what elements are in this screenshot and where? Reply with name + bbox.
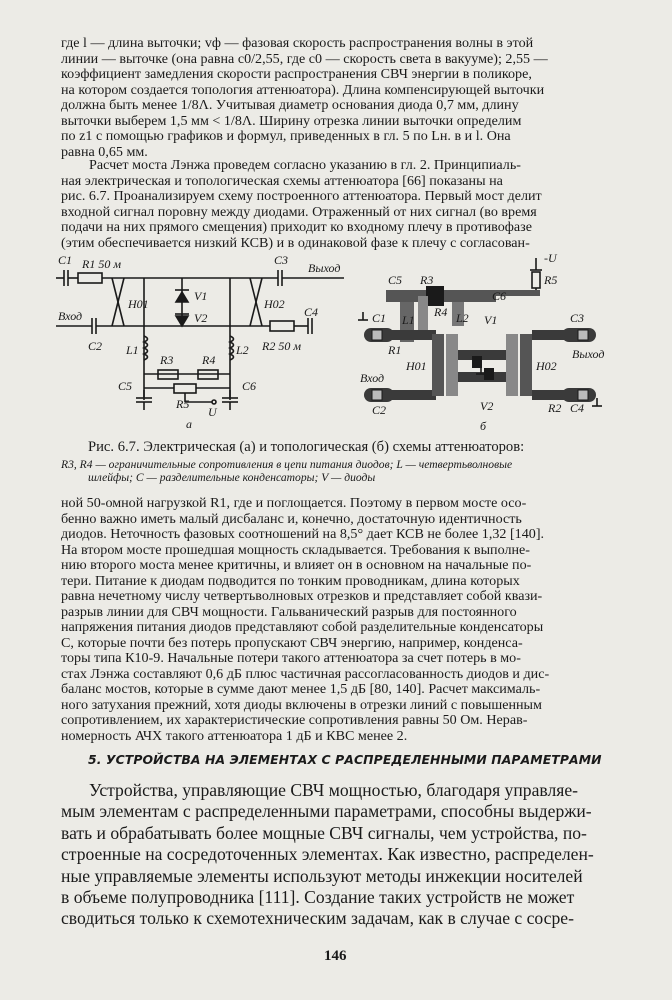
label-c6: C6 <box>242 379 257 393</box>
text-line: номерность АЧХ такого аттенюатора 1 дБ и КВС менее 2. <box>61 728 408 744</box>
label-r1: R1 50 м <box>82 257 121 271</box>
label-u-topo: -U <box>544 251 557 265</box>
label-c4: C4 <box>304 305 319 319</box>
label-r5-topo: R5 <box>544 273 558 287</box>
text-line: (этим обеспечивается низкий КСВ) и в одинаковой фазе к плечу с согласован- <box>61 235 530 251</box>
label-l1-topo: L1 <box>402 313 415 327</box>
label-c1-topo: C1 <box>372 311 387 325</box>
text-line: входной сигнал поровну между диодами. Отраженный от них сигнал (во время <box>61 204 537 220</box>
section-heading: 5. УСТРОЙСТВА НА ЭЛЕМЕНТАХ С РАСПРЕДЕЛЕННЫМИ ПАРАМЕТРАМИ <box>88 752 602 767</box>
label-r3: R3 <box>160 353 174 367</box>
text-line: нию второго моста менее критичны, и влияет он в основном на начальные по- <box>61 558 532 573</box>
label-h02-topo: H02 <box>536 359 557 373</box>
label-c5: C5 <box>118 379 133 393</box>
label-c5-topo: C5 <box>388 273 403 287</box>
text-line: ная электрическая и топологическая схемы аттенюатора [66] показаны на <box>61 173 503 189</box>
label-u: U <box>208 405 217 419</box>
paragraph-4 <box>61 780 618 930</box>
figure-schematic-a <box>52 250 352 438</box>
text-line: торы типа К10-9. Начальные потери такого аттенюатора за счет потерь в мо- <box>61 651 521 666</box>
label-c4-topo: C4 <box>570 401 585 415</box>
text-line: Устройства, управляющие СВЧ мощностью, благодаря управляе- <box>89 780 578 800</box>
subfigure-label-b: б <box>480 419 487 433</box>
text-line: по z1 с помощью графиков и формул, приведенных в гл. 5 по Lн. в и l. Она <box>61 129 511 144</box>
page-number: 146 <box>324 948 347 964</box>
label-r4-topo: R4 <box>434 305 448 319</box>
label-h01: H01 <box>128 297 149 311</box>
text-line: равна 0,65 мм. <box>61 144 148 160</box>
text-line: C, которые почти без потерь пропускают СВЧ энергию, например, конденса- <box>61 635 523 651</box>
label-c1: C1 <box>58 253 73 267</box>
figure-topology-b <box>352 250 620 438</box>
text-line: выточки выберем 1,5 мм < 1/8Λ. Ширину отрезка линии выточки определим <box>61 113 522 129</box>
text-line: ного затухания прежний, хотя диоды включены в отрезки линий с повышенным <box>61 697 542 713</box>
paragraph-3 <box>61 496 618 744</box>
label-c3-topo: C3 <box>570 311 585 325</box>
text-line: стах Лэнжа составляют 0,6 дБ плюс частичная рассогласованность диодов и дис- <box>61 666 550 682</box>
text-line: бенно важно иметь малый дисбаланс и, конечно, достаточную идентичность <box>61 511 522 527</box>
text-line: баланс мостов, которые в сумме дают менее 1,5 дБ [80, 140]. Расчет максималь- <box>61 682 541 697</box>
text-line: сводиться только к схемотехническим задачам, как в случае с сосре- <box>61 908 574 929</box>
paragraph-1 <box>61 36 618 160</box>
text-line: в объеме полупроводника [111]. Создание таких устройств не может <box>61 887 575 908</box>
text-line: рис. 6.7. Проанализируем схему построенного аттенюатора. Первый мост делит <box>61 189 542 204</box>
label-in-topo: Вход <box>360 371 385 385</box>
text-line: строенные на сосредоточенных элементах. Как известно, распределен- <box>61 844 594 865</box>
label-v2: V2 <box>194 311 208 325</box>
label-c3: C3 <box>274 253 289 267</box>
text-line: вать и обрабатывать более мощные СВЧ сигналы, чем устройства, по- <box>61 822 587 843</box>
label-r4: R4 <box>202 353 216 367</box>
label-h02: H02 <box>264 297 285 311</box>
subfigure-label-a: а <box>186 417 192 431</box>
label-c6-topo: C6 <box>492 289 507 303</box>
label-c2-topo: C2 <box>372 403 387 417</box>
label-out: Выход <box>308 261 341 275</box>
label-out-topo: Выход <box>572 347 605 361</box>
text-line: разрыв линии для СВЧ мощности. Гальванический разрыв для постоянного <box>61 604 517 620</box>
text-line: линии — выточке (она равна c0/2,55, где c0 — скорость света в вакууме); 2,55 — <box>61 51 548 67</box>
label-l1: L1 <box>126 343 139 357</box>
text-line: Расчет моста Лэнжа проведем согласно указанию в гл. 2. Принципиаль- <box>89 158 521 173</box>
text-line: На втором мосте прошедшая мощность складывается. Требования к выполне- <box>61 542 530 558</box>
label-v1: V1 <box>194 289 208 303</box>
text-line: где l — длина выточки; vф — фазовая скорость распространения волны в этой <box>61 36 534 51</box>
text-line: диодов. Неточность фазовых соотношений на 8,5° дает КСВ не более 1,32 [140]. <box>61 527 545 542</box>
label-r2: R2 50 м <box>262 339 301 353</box>
text-line: ные управляемые элементы используют методы инжекции носителей <box>61 865 583 886</box>
paragraph-2 <box>61 158 618 251</box>
label-v1-topo: V1 <box>484 313 498 327</box>
label-r5: R5 <box>176 397 190 411</box>
text-line: на котором создается топология аттенюатора). Длина компенсирующей выточки <box>61 82 545 98</box>
label-c2: C2 <box>88 339 103 353</box>
label-r1-topo: R1 <box>388 343 402 357</box>
figure-caption: Рис. 6.7. Электрическая (а) и топологическая (б) схемы аттенюаторов: <box>88 439 525 455</box>
figure-caption-note: шлейфы; C — разделительные конденсаторы; V — диоды <box>88 471 376 484</box>
text-line: сопротивлением, их характеристические сопротивления равны 50 Ом. Нерав- <box>61 713 528 728</box>
text-line: подачи на них прямого смещения) приходит ко входному плечу в противофазе <box>61 220 532 235</box>
text-line: напряжения питания диодов представляют собой разделительные конденсаторы <box>61 620 544 635</box>
figure-caption-note: R3, R4 — ограничительные сопротивления в цепи питания диодов; L — четвертьволновые <box>61 458 513 471</box>
text-line: мым элементам с распределенными параметрами, способны выдержи- <box>61 801 592 822</box>
label-r3-topo: R3 <box>420 273 434 287</box>
text-line: равна нечетному числу четвертьволновых отрезков и представляет собой квази- <box>61 589 543 604</box>
text-line: должна быть менее 1/8Λ. Учитывая диаметр основания диода 0,7 мм, длину <box>61 98 519 113</box>
label-l2: L2 <box>236 343 249 357</box>
label-h01-topo: H01 <box>406 359 427 373</box>
label-v2-topo: V2 <box>480 399 494 413</box>
text-line: тери. Питание к диодам подводится по тонким проводникам, длина которых <box>61 573 520 589</box>
label-l2-topo: L2 <box>456 311 469 325</box>
label-in: Вход <box>58 309 83 323</box>
label-r2-topo: R2 <box>548 401 562 415</box>
text-line: коэффициент замедления скорости распространения СВЧ энергии в поликоре, <box>61 67 532 82</box>
text-line: ной 50-омной нагрузкой R1, где и поглощается. Поэтому в первом мосте осо- <box>61 496 527 511</box>
